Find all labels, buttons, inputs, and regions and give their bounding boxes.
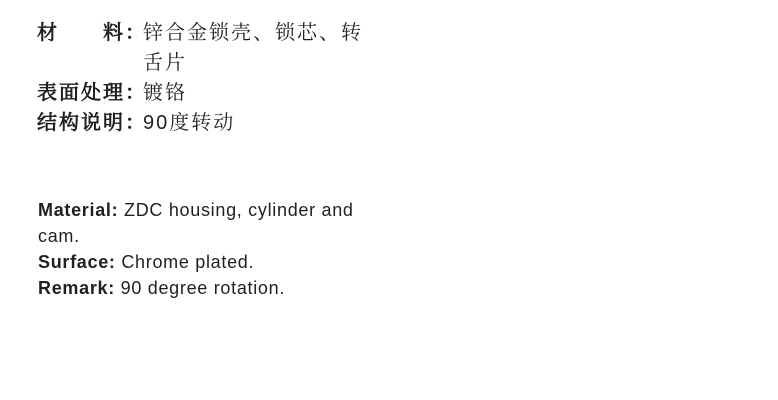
spec-block-english (38, 197, 364, 301)
surface-value-en: Chrome plated. (121, 252, 255, 272)
spec-row-surface-en (38, 249, 364, 275)
material-label-en: Material: (38, 200, 119, 220)
remark-label-en: Remark: (38, 278, 115, 298)
spec-row-material-cn (37, 18, 377, 78)
material-value-en: ZDC housing, cylinder and cam. (38, 200, 354, 246)
material-value-cn: 锌合金锁壳、锁芯、转舌片 (143, 22, 363, 74)
spec-block-chinese (37, 18, 377, 138)
surface-label-en: Surface: (38, 252, 116, 272)
spec-row-remark-en (38, 275, 364, 301)
spec-row-material-en (38, 197, 364, 249)
material-label-cn: 材 料： (37, 22, 147, 44)
surface-label-cn: 表面处理： (37, 82, 147, 104)
structure-value-cn: 90度转动 (143, 112, 236, 134)
remark-value-en: 90 degree rotation. (120, 278, 286, 298)
surface-value-cn: 镀铬 (143, 82, 187, 104)
structure-label-cn: 结构说明： (37, 112, 147, 134)
spec-row-structure-cn (37, 108, 377, 138)
spec-row-surface-cn (37, 78, 377, 108)
